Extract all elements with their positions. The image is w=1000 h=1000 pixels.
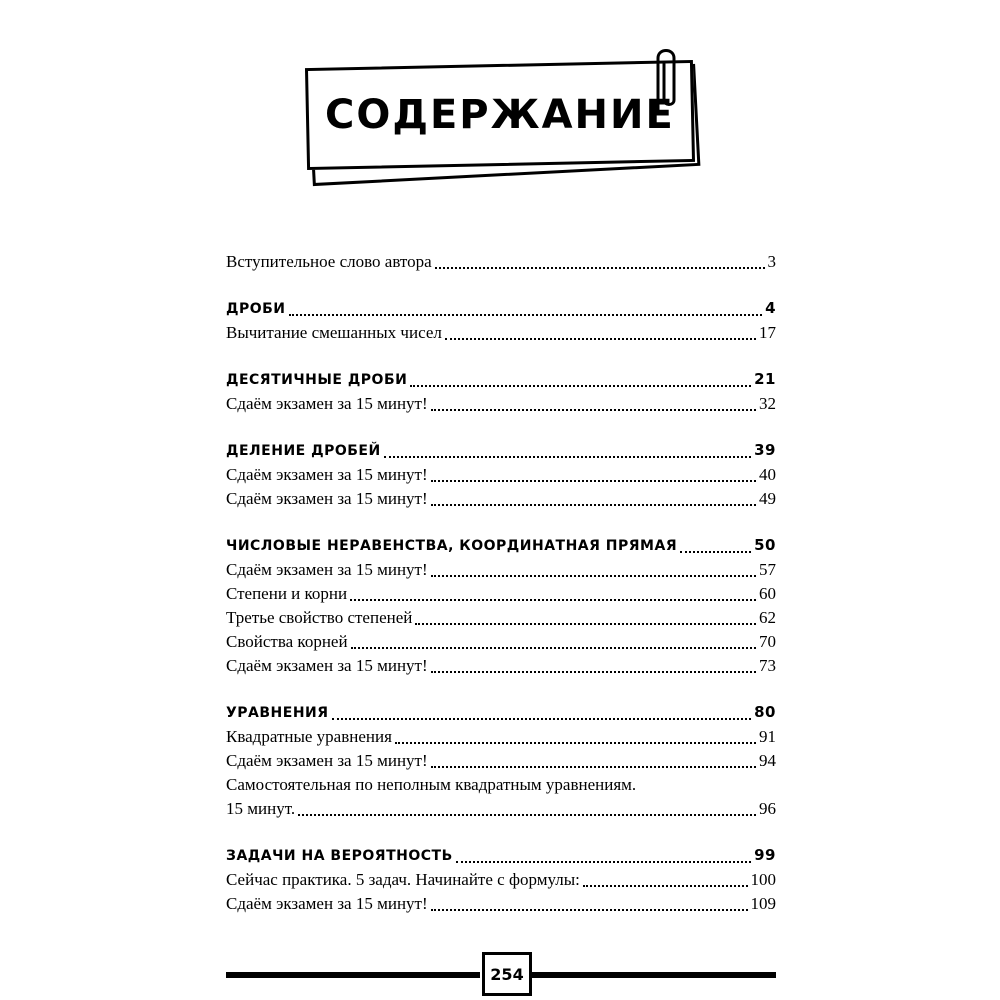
toc-page-number: 32 bbox=[759, 394, 776, 413]
toc-page-number: 70 bbox=[759, 632, 776, 651]
dot-leader bbox=[445, 338, 756, 340]
toc-entry-title: Вычитание смешанных чисел bbox=[226, 323, 442, 342]
toc-entry-row bbox=[226, 725, 776, 749]
toc-entry-title: 15 минут. bbox=[226, 799, 296, 818]
toc-chapter-title: УРАВНЕНИЯ bbox=[226, 705, 329, 721]
toc-page-number: 49 bbox=[759, 489, 776, 508]
toc-page-number: 109 bbox=[750, 894, 776, 913]
dot-leader bbox=[431, 409, 756, 411]
dot-leader bbox=[431, 766, 756, 768]
toc-chapter-row bbox=[226, 700, 776, 725]
toc-entry-row bbox=[226, 630, 776, 654]
toc-entry-title: Сейчас практика. 5 задач. Начинайте с формулы: bbox=[226, 870, 580, 889]
dot-leader bbox=[431, 575, 756, 577]
toc-page-number: 39 bbox=[754, 441, 776, 459]
toc-page-number: 4 bbox=[765, 299, 776, 317]
toc-entry-row bbox=[226, 463, 776, 487]
toc-chapter-title: ДРОБИ bbox=[226, 301, 286, 317]
toc-chapter-row bbox=[226, 843, 776, 868]
dot-leader bbox=[456, 861, 751, 863]
toc-entry-row bbox=[226, 392, 776, 416]
dot-leader bbox=[350, 599, 756, 601]
page-number: 254 bbox=[482, 952, 532, 996]
dot-leader bbox=[384, 456, 751, 458]
toc-page-number: 57 bbox=[759, 560, 776, 579]
toc-chapter-title: ДЕСЯТИЧНЫЕ ДРОБИ bbox=[226, 372, 408, 388]
toc-page-number: 50 bbox=[754, 536, 776, 554]
toc-entry-title: Сдаём экзамен за 15 минут! bbox=[226, 751, 428, 770]
toc-entry-title: Самостоятельная по неполным квадратным уравнениям. bbox=[226, 775, 637, 794]
page-title: СОДЕРЖАНИЕ bbox=[325, 92, 675, 139]
toc-entry-row bbox=[226, 654, 776, 678]
toc-chapter-row bbox=[226, 367, 776, 392]
page-footer bbox=[226, 952, 776, 996]
dot-leader bbox=[289, 314, 763, 316]
toc-entry-title: Третье свойство степеней bbox=[226, 608, 413, 627]
toc-page-number: 94 bbox=[759, 751, 776, 770]
paperclip-icon bbox=[646, 40, 686, 120]
toc-entry-title: Сдаём экзамен за 15 минут! bbox=[226, 489, 428, 508]
toc-page-number: 91 bbox=[759, 727, 776, 746]
dot-leader bbox=[395, 742, 756, 744]
toc-entry-title: Вступительное слово автора bbox=[226, 252, 432, 271]
toc-entry-row bbox=[226, 749, 776, 773]
toc-entry-row bbox=[226, 487, 776, 511]
title-card bbox=[305, 60, 695, 170]
dot-leader bbox=[431, 480, 756, 482]
toc-chapter-row bbox=[226, 533, 776, 558]
dot-leader bbox=[431, 504, 756, 506]
toc-entry-row bbox=[226, 582, 776, 606]
dot-leader bbox=[415, 623, 756, 625]
toc-page-number: 60 bbox=[759, 584, 776, 603]
toc-chapter-title: ЧИСЛОВЫЕ НЕРАВЕНСТВА, КООРДИНАТНАЯ ПРЯМАЯ bbox=[226, 538, 678, 554]
toc-entry-row bbox=[226, 321, 776, 345]
toc-page-number: 80 bbox=[754, 703, 776, 721]
toc-entry-row bbox=[226, 606, 776, 630]
dot-leader bbox=[410, 385, 751, 387]
dot-leader bbox=[435, 267, 765, 269]
toc-page-number: 99 bbox=[754, 846, 776, 864]
footer-rule-left bbox=[226, 972, 480, 978]
toc-page-number: 73 bbox=[759, 656, 776, 675]
toc-chapter-title: ДЕЛЕНИЕ ДРОБЕЙ bbox=[226, 443, 381, 459]
dot-leader bbox=[583, 885, 748, 887]
toc-entry-row bbox=[226, 773, 776, 797]
toc-entry-row bbox=[226, 797, 776, 821]
toc-entry-title: Степени и корни bbox=[226, 584, 348, 603]
toc-entry-row bbox=[226, 250, 776, 274]
toc-entry-row bbox=[226, 558, 776, 582]
toc-entry-title: Сдаём экзамен за 15 минут! bbox=[226, 465, 428, 484]
toc-page-number: 96 bbox=[759, 799, 776, 818]
toc-page-number: 3 bbox=[767, 252, 776, 271]
toc-chapter-row bbox=[226, 296, 776, 321]
toc-chapter-row bbox=[226, 438, 776, 463]
toc-page-number: 62 bbox=[759, 608, 776, 627]
dot-leader bbox=[431, 909, 748, 911]
table-of-contents bbox=[226, 250, 776, 916]
dot-leader bbox=[680, 551, 751, 553]
dot-leader bbox=[431, 671, 756, 673]
toc-entry-title: Сдаём экзамен за 15 минут! bbox=[226, 560, 428, 579]
toc-entry-title: Квадратные уравнения bbox=[226, 727, 392, 746]
toc-entry-title: Сдаём экзамен за 15 минут! bbox=[226, 394, 428, 413]
toc-entry-row bbox=[226, 868, 776, 892]
toc-chapter-title: ЗАДАЧИ НА ВЕРОЯТНОСТЬ bbox=[226, 848, 453, 864]
title-block bbox=[300, 40, 720, 180]
dot-leader bbox=[298, 814, 756, 816]
dot-leader bbox=[351, 647, 756, 649]
dot-leader bbox=[332, 718, 752, 720]
toc-page-number: 21 bbox=[754, 370, 776, 388]
toc-page-number: 100 bbox=[750, 870, 776, 889]
toc-entry-title: Сдаём экзамен за 15 минут! bbox=[226, 894, 428, 913]
footer-rule-right bbox=[532, 972, 776, 978]
toc-entry-row bbox=[226, 892, 776, 916]
toc-page-number: 17 bbox=[759, 323, 776, 342]
toc-entry-title: Свойства корней bbox=[226, 632, 348, 651]
toc-entry-title: Сдаём экзамен за 15 минут! bbox=[226, 656, 428, 675]
toc-page-number: 40 bbox=[759, 465, 776, 484]
